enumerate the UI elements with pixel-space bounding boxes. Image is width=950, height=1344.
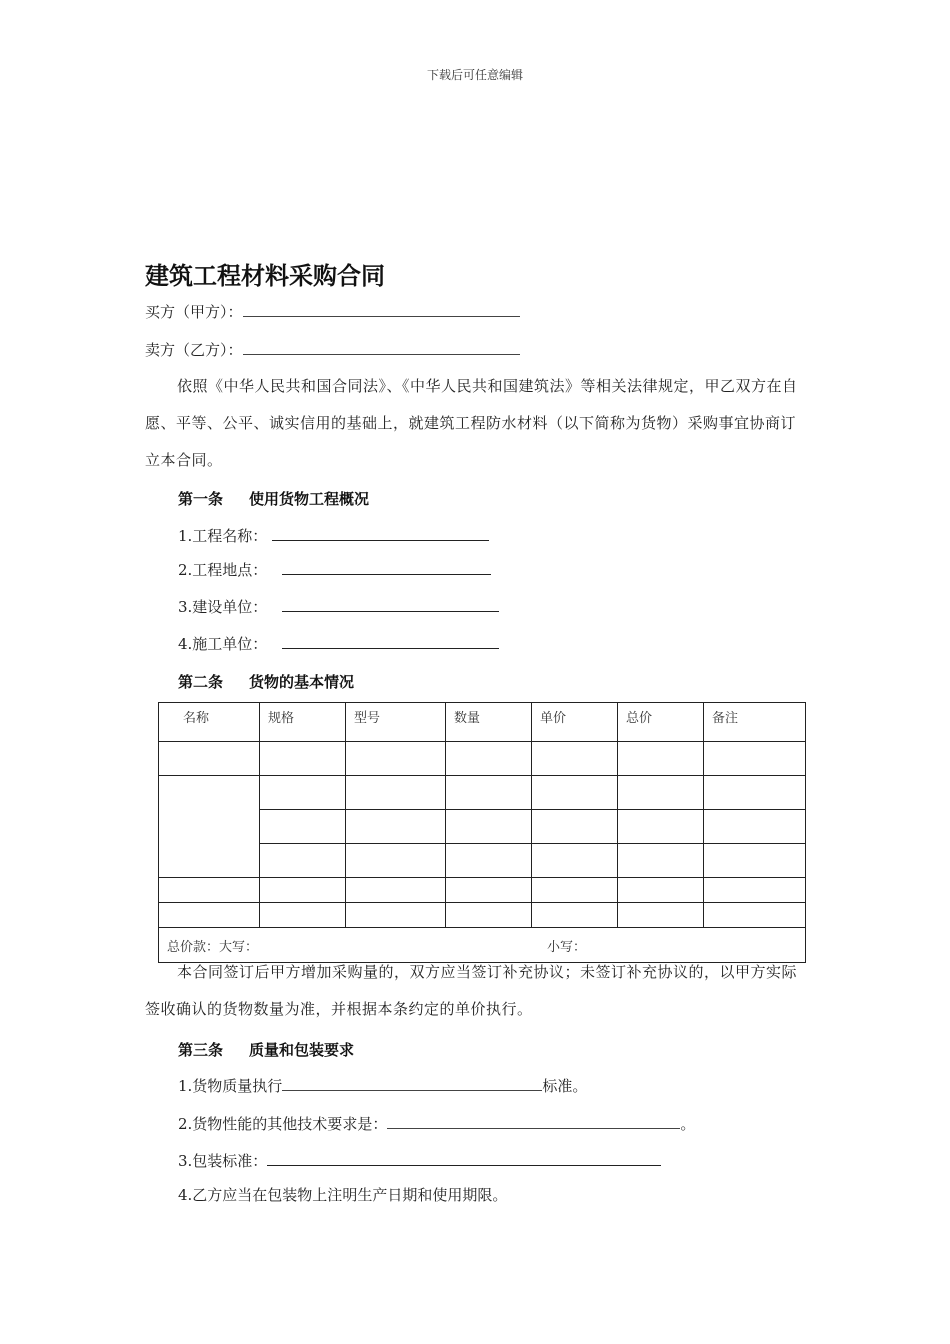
item-suffix: 。 — [680, 1115, 696, 1133]
item-label: 2.工程地点： — [178, 561, 268, 579]
table-cell[interactable] — [260, 776, 346, 810]
table-cell[interactable] — [446, 878, 532, 903]
header-model: 型号 — [346, 703, 446, 742]
item-label: 1.工程名称： — [178, 527, 268, 545]
header-remarks: 备注 — [704, 703, 806, 742]
table-merged-cell[interactable] — [159, 776, 260, 878]
table-cell[interactable] — [704, 742, 806, 776]
header-unit-price: 单价 — [532, 703, 618, 742]
table-cell[interactable] — [532, 810, 618, 844]
article3-title: 质量和包装要求 — [249, 1041, 355, 1059]
item-label: 4.施工单位： — [178, 635, 268, 653]
article1-item-2 — [178, 560, 491, 580]
table-cell[interactable] — [346, 742, 446, 776]
article1-item-3 — [178, 597, 499, 617]
construction-unit-blank[interactable] — [282, 597, 499, 612]
table-cell[interactable] — [159, 903, 260, 928]
article3-item-1 — [178, 1076, 587, 1096]
table-cell[interactable] — [260, 844, 346, 878]
table-cell[interactable] — [618, 776, 704, 810]
packaging-standard-blank[interactable] — [267, 1151, 661, 1166]
header-name: 名称 — [159, 703, 260, 742]
table-cell[interactable] — [618, 903, 704, 928]
table-cell[interactable] — [704, 776, 806, 810]
table-cell[interactable] — [446, 810, 532, 844]
item-label: 2.货物性能的其他技术要求是： — [178, 1115, 388, 1133]
table-cell[interactable] — [532, 903, 618, 928]
table-cell[interactable] — [704, 903, 806, 928]
table-cell[interactable] — [346, 810, 446, 844]
table-cell[interactable] — [446, 903, 532, 928]
table-cell[interactable] — [446, 742, 532, 776]
item-label: 3.包装标准： — [178, 1152, 268, 1170]
quality-standard-blank[interactable] — [282, 1076, 542, 1091]
article3-item-4: 4.乙方应当在包装物上注明生产日期和使用期限。 — [178, 1186, 508, 1204]
table-cell[interactable] — [346, 878, 446, 903]
table-cell[interactable] — [618, 878, 704, 903]
table-cell[interactable] — [532, 742, 618, 776]
table-header-row — [159, 703, 806, 742]
table-cell[interactable] — [260, 742, 346, 776]
table-cell[interactable] — [618, 844, 704, 878]
tech-requirements-blank[interactable] — [387, 1114, 680, 1129]
article1-heading — [178, 488, 369, 509]
table-cell[interactable] — [618, 810, 704, 844]
table-cell[interactable] — [446, 844, 532, 878]
contract-title: 建筑工程材料采购合同 — [145, 262, 385, 290]
table-row — [159, 878, 806, 903]
header-spec: 规格 — [260, 703, 346, 742]
item-label: 3.建设单位： — [178, 598, 268, 616]
table-cell[interactable] — [346, 776, 446, 810]
buyer-line — [145, 302, 520, 322]
table-cell[interactable] — [704, 810, 806, 844]
project-name-blank[interactable] — [272, 526, 489, 541]
buyer-blank[interactable] — [243, 302, 520, 317]
article3-heading — [178, 1039, 354, 1060]
article3-item-2 — [178, 1114, 695, 1134]
header-quantity: 数量 — [446, 703, 532, 742]
header-total-price: 总价 — [618, 703, 704, 742]
table-cell[interactable] — [346, 903, 446, 928]
item-label: 1.货物质量执行 — [178, 1077, 283, 1095]
seller-line — [145, 340, 520, 360]
article1-item-1 — [178, 526, 489, 546]
table-cell[interactable] — [704, 844, 806, 878]
table-cell[interactable] — [260, 810, 346, 844]
article1-number: 第一条 — [178, 490, 224, 508]
article3-item-3 — [178, 1151, 661, 1171]
table-cell[interactable] — [346, 844, 446, 878]
seller-blank[interactable] — [243, 340, 520, 355]
table-cell[interactable] — [532, 878, 618, 903]
buyer-label: 买方（甲方）： — [145, 303, 243, 321]
seller-label: 卖方（乙方）： — [145, 341, 243, 359]
table-cell[interactable] — [159, 742, 260, 776]
table-row — [159, 903, 806, 928]
table-cell[interactable] — [260, 878, 346, 903]
preamble-paragraph: 依照《中华人民共和国合同法》、《中华人民共和国建筑法》等相关法律规定，甲乙双方在自愿、平等、公平、诚实信用的基础上，就建筑工程防水材料（以下简称为货物）采购事宜协商订立本合同。 — [145, 377, 798, 469]
header-note: 下载后可任意编辑 — [426, 68, 523, 82]
small-amount-label: 小写： — [547, 939, 587, 955]
article2-note: 本合同签订后甲方增加采购量的，双方应当签订补充协议；未签订补充协议的，以甲方实际签收确认的货物数量为准，并根据本条约定的单价执行。 — [145, 963, 798, 1018]
goods-table — [158, 702, 806, 963]
article3-number: 第三条 — [178, 1041, 224, 1059]
table-cell[interactable] — [260, 903, 346, 928]
table-cell[interactable] — [704, 878, 806, 903]
contractor-unit-blank[interactable] — [282, 634, 499, 649]
article2-title: 货物的基本情况 — [249, 673, 355, 691]
article2-heading — [178, 671, 354, 692]
total-amount-label: 总价款：大写： — [167, 939, 259, 955]
table-cell[interactable] — [618, 742, 704, 776]
table-cell[interactable] — [532, 844, 618, 878]
project-location-blank[interactable] — [282, 560, 491, 575]
table-cell[interactable] — [159, 878, 260, 903]
item-suffix: 标准。 — [542, 1077, 588, 1095]
table-row — [159, 776, 806, 810]
article1-title: 使用货物工程概况 — [249, 490, 370, 508]
article2-number: 第二条 — [178, 673, 224, 691]
table-row — [159, 742, 806, 776]
table-cell[interactable] — [532, 776, 618, 810]
article1-item-4 — [178, 634, 499, 654]
table-cell[interactable] — [446, 776, 532, 810]
